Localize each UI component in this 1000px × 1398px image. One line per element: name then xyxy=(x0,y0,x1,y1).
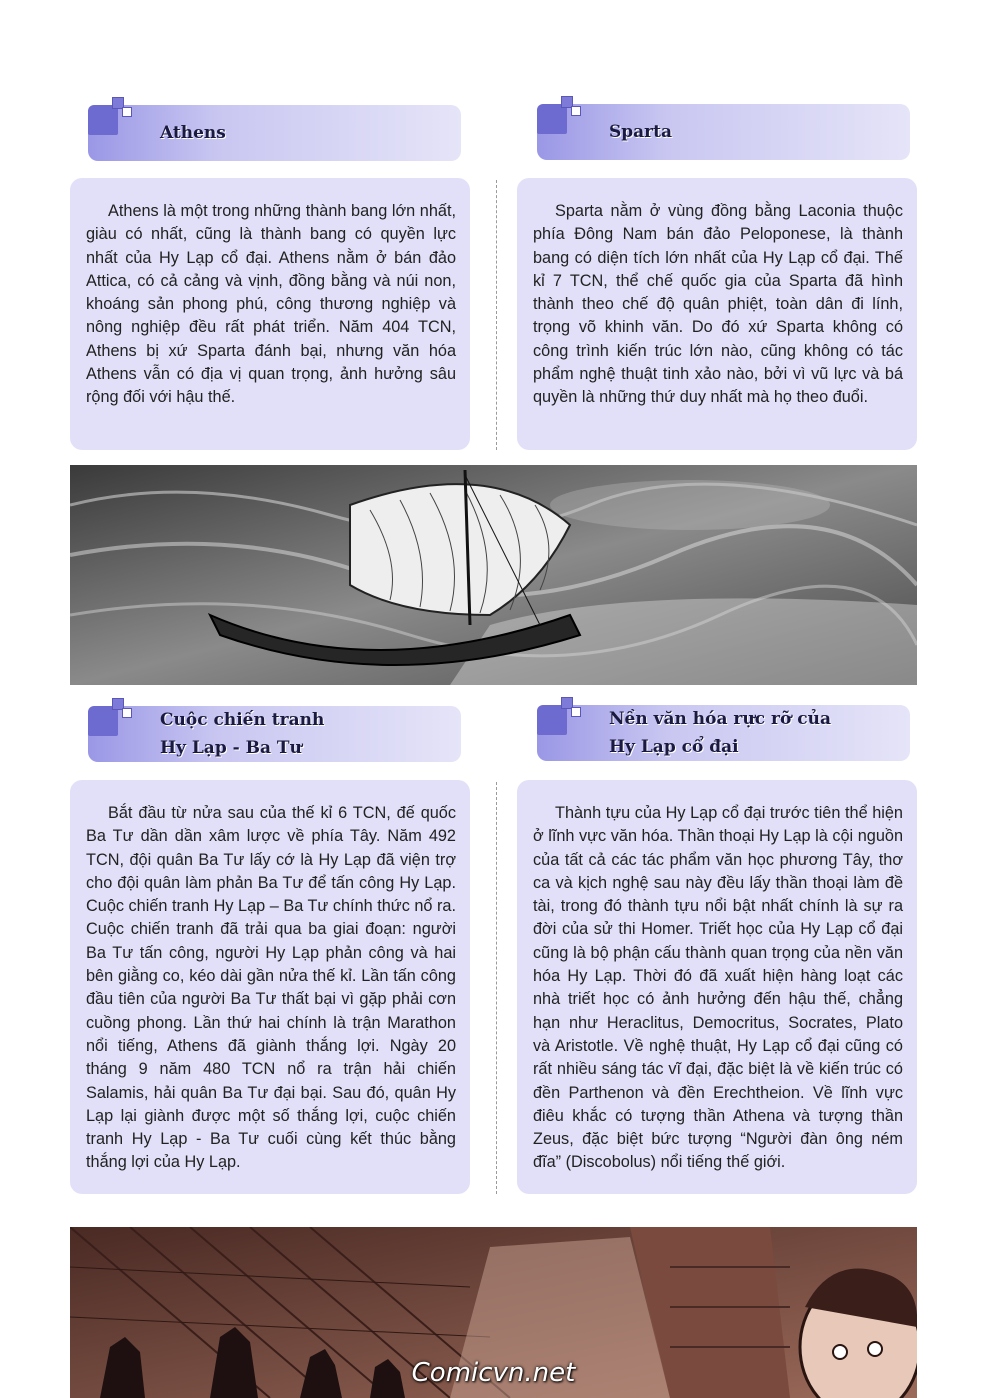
section-title-line2: Hy Lạp - Ba Tư xyxy=(160,738,302,758)
header-decoration-icon xyxy=(531,96,579,134)
header-decoration-icon xyxy=(82,97,130,135)
ship-illustration xyxy=(70,465,917,685)
ship-drawing xyxy=(70,465,917,685)
athens-text-box: Athens là một trong những thành bang lớn nhất, giàu có nhất, cũng là thành bang có quyền lực nhất của Hy Lạp cổ đại. Athens nằm ở bán đảo Attica, có cả cảng và vịnh, đồng bằng và núi non, khoáng sản phong phú, công thương nghiệp và nông nghiệp đều rất phát triển. Năm 404 TCN, Athens bị xứ Sparta đánh bại, nhưng văn hóa Athens vẫn có địa vị quan trọng, ảnh hưởng sâu rộng đối với hậu thế. xyxy=(70,178,470,450)
greco-persian-war-text-box: Bắt đầu từ nửa sau của thế kỉ 6 TCN, đế quốc Ba Tư dần dần xâm lược về phía Tây. Năm 492 TCN, đội quân Ba Tư lấy cớ là Hy Lạp đã viện trợ cho đội quân làm phản Ba Tư để tấn công Hy Lạp. Cuộc chiến tranh Hy Lạp – Ba Tư chính thức nổ ra. Cuộc chiến tranh đã trải qua ba giai đoạn: người Ba Tư tấn công, người Hy Lạp phản công và hai bên giằng co, kéo dài gần nửa thế kỉ. Lần tấn công đầu tiên của người Ba Tư thất bại vì gặp phải cơn cuồng phong. Lần thứ hai chính là trận Marathon nổi tiếng, Athens đã giành thắng lợi. Ngày 20 tháng 9 năm 480 TCN nổ ra trận hải chiến Salamis, hải quân Ba Tư đại bại. Sau đó, quân Hy Lạp lại giành được một số thắng lợi, cuộc chiến tranh Hy Lạp - Ba Tư cuối cùng kết thúc bằng thắng lợi của Hy Lạp. xyxy=(70,780,470,1194)
section-title xyxy=(160,706,451,762)
section-header-athens xyxy=(88,105,461,161)
sparta-text-box: Sparta nằm ở vùng đồng bằng Laconia thuộc phía Đông Nam bán đảo Peloponese, là thành bang có diện tích lớn nhất của Hy Lạp cổ đại. Thế kỉ 7 TCN, thể chế quốc gia của Sparta đã hình thành theo chế độ quân phiệt, toàn dân đi lính, trọng võ khinh văn. Do đó xứ Sparta không có công trình kiến trúc lớn nào, cũng không có tác phẩm nghệ thuật tinh xảo nào, bởi vì vũ lực và bá quyền là những thứ duy nhất mà họ theo đuổi. xyxy=(517,178,917,450)
section-title xyxy=(609,705,900,761)
column-divider xyxy=(496,180,497,450)
section-header-greek-culture xyxy=(537,705,910,761)
section-header-greco-persian-war xyxy=(88,706,461,762)
battle-illustration xyxy=(70,1227,917,1398)
section-title-line1: Nền văn hóa rực rỡ của xyxy=(609,709,831,729)
header-decoration-icon xyxy=(531,697,579,735)
section-title: Athens xyxy=(160,123,226,143)
section-title: Sparta xyxy=(609,122,673,142)
section-title-line1: Cuộc chiến tranh xyxy=(160,710,325,730)
section-header-sparta xyxy=(537,104,910,160)
header-decoration-icon xyxy=(82,698,130,736)
greek-culture-text-box: Thành tựu của Hy Lạp cổ đại trước tiên thể hiện ở lĩnh vực văn hóa. Thần thoại Hy Lạp là cội nguồn của tất cả các tác phẩm văn học phương Tây, thơ ca và kịch nghệ sau này đều lấy thần thoại làm đề tài, trong đó thành tựu nổi bật nhất chính là sự ra đời của sử thi Homer. Triết học của Hy Lạp cổ đại cũng là bộ phận cấu thành quan trọng của nền văn hóa Hy Lạp. Thời đó đã xuất hiện hàng loạt các nhà triết học có ảnh hưởng đến hậu thế, chẳng hạn như Heraclitus, Democritus, Socrates, Plato và Aristotle. Về nghệ thuật, Hy Lạp cổ đại cũng có rất nhiều sáng tác vĩ đại, đặc biệt là về kiến trúc có đền Parthenon và đền Erechtheion. Về lĩnh vực điêu khắc có tượng thần Athena và tượng thần Zeus, đặc biệt bức tượng “Người đàn ông ném đĩa” (Discobolus) nổi tiếng thế giới. xyxy=(517,780,917,1194)
column-divider xyxy=(496,782,497,1194)
section-title-line2: Hy Lạp cổ đại xyxy=(609,737,739,757)
watermark: Comicvn.net xyxy=(411,1358,576,1388)
